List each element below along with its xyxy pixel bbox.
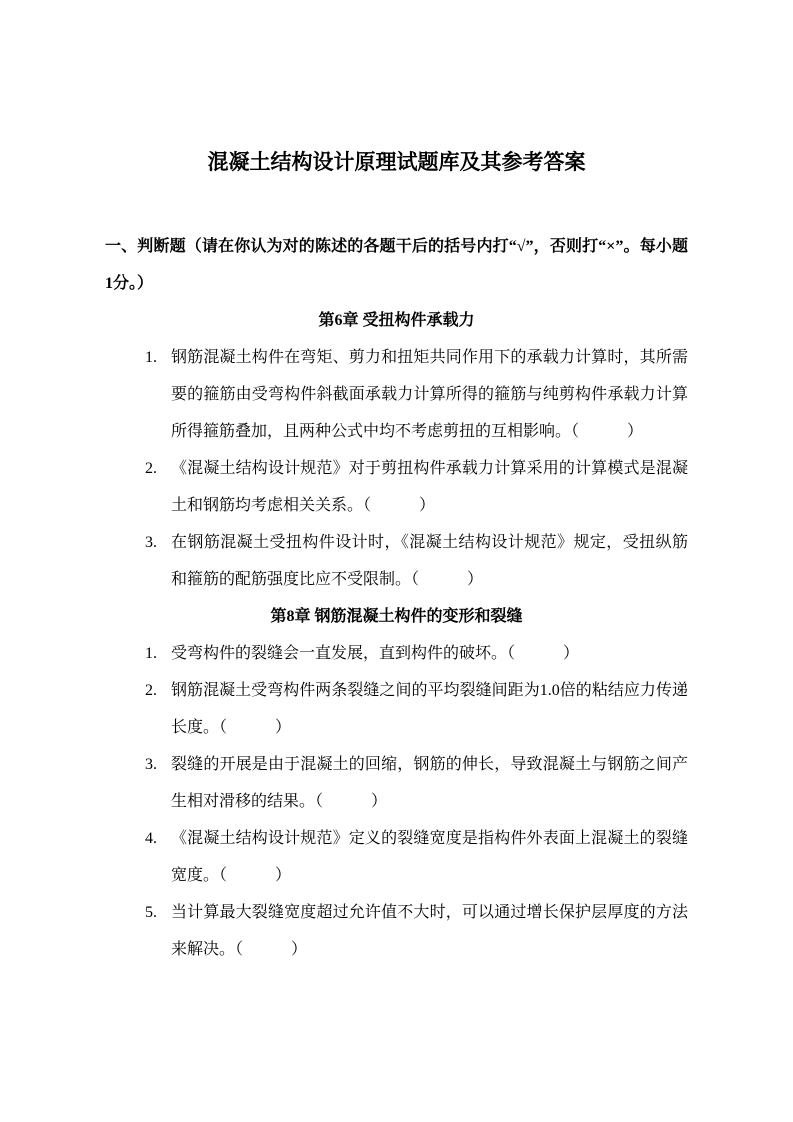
- question-number: 2.: [145, 682, 157, 699]
- question-number: 3.: [145, 534, 157, 551]
- question-text: 当计算最大裂缝宽度超过允许值不大时，可以通过增长保护层厚度的方法来解决。（ ）: [171, 904, 688, 958]
- question-text: 钢筋混凝土受弯构件两条裂缝之间的平均裂缝间距为1.0倍的粘结应力传递长度。（ ）: [171, 682, 688, 736]
- question-item: [145, 672, 688, 746]
- chapter-8-question-list: [105, 635, 688, 968]
- question-text: 《混凝土结构设计规范》定义的裂缝宽度是指构件外表面上混凝土的裂缝宽度。（ ）: [171, 830, 688, 884]
- chapter-6-question-list: [105, 339, 688, 598]
- question-number: 5.: [145, 904, 157, 921]
- chapter-6-heading: 第6章 受扭构件承载力: [318, 312, 475, 329]
- question-text: 受弯构件的裂缝会一直发展，直到构件的破坏。（ ）: [171, 645, 580, 662]
- question-item: [145, 746, 688, 820]
- question-text: 《混凝土结构设计规范》对于剪扭构件承载力计算采用的计算模式是混凝土和钢筋均考虑相关关系。（ ）: [171, 460, 688, 514]
- question-number: 2.: [145, 460, 157, 477]
- question-item: [145, 820, 688, 894]
- question-text: 裂缝的开展是由于混凝土的回缩，钢筋的伸长，导致混凝土与钢筋之间产生相对滑移的结果。（ ）: [171, 756, 688, 810]
- chapter-8-heading: 第8章 钢筋混凝土构件的变形和裂缝: [270, 608, 523, 625]
- question-text: 钢筋混凝土构件在弯矩、剪力和扭矩共同作用下的承载力计算时，其所需要的箍筋由受弯构件斜截面承载力计算所得的箍筋与纯剪构件承载力计算所得箍筋叠加，且两种公式中均不考虑剪扭的互相影响。（ ）: [171, 349, 688, 440]
- question-number: 1.: [145, 645, 157, 662]
- question-item: [145, 339, 688, 450]
- question-type-heading: 一、判断题（请在你认为对的陈述的各题干后的括号内打“√”，否则打“×”。每小题1分。）: [105, 238, 688, 292]
- question-item: [145, 894, 688, 968]
- question-item: [145, 524, 688, 598]
- question-text: 在钢筋混凝土受扭构件设计时，《混凝土结构设计规范》规定，受扭纵筋和箍筋的配筋强度比应不受限制。（ ）: [171, 534, 688, 588]
- document-title: 混凝土结构设计原理试题库及其参考答案: [207, 150, 586, 174]
- question-number: 1.: [145, 349, 157, 366]
- question-number: 3.: [145, 756, 157, 773]
- question-item: [145, 635, 688, 672]
- document-body: [105, 228, 688, 968]
- question-number: 4.: [145, 830, 157, 847]
- question-item: [145, 450, 688, 524]
